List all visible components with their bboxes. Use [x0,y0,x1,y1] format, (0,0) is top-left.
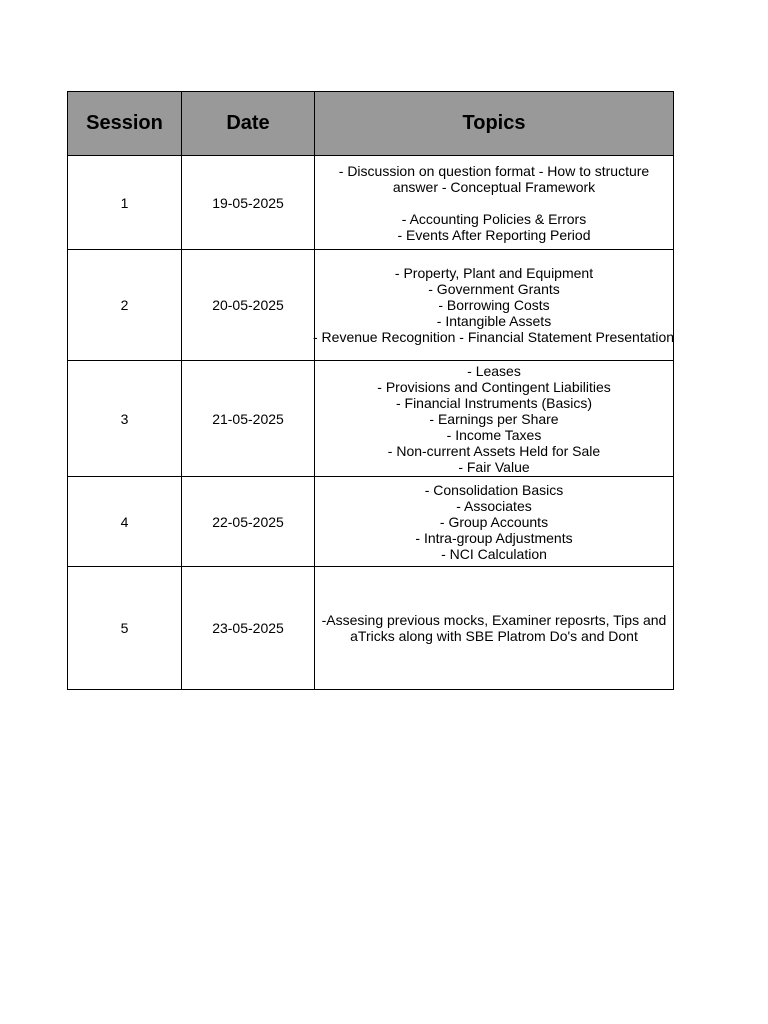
topic-item: - NCI Calculation [441,545,547,562]
session-date: 22-05-2025 [182,477,315,567]
session-date: 20-05-2025 [182,250,315,361]
topic-item: - Non-current Assets Held for Sale [387,442,601,459]
topic-item: - Earnings per Share [429,410,559,427]
session-number: 5 [68,567,182,690]
topic-item: - Discussion on question format - How to structure answer - Conceptual Framework [338,162,650,195]
topic-item: - Events After Reporting Period [397,226,591,243]
topic-item: - Intangible Assets [436,313,552,329]
session-topics [315,156,674,250]
topic-item: - Fair Value [458,458,530,475]
session-date: 23-05-2025 [182,567,315,690]
table-row [68,361,674,477]
session-topics [315,250,674,361]
table-row [68,567,674,690]
topic-item: - Intra-group Adjustments [415,529,573,546]
table-row [68,156,674,250]
topic-item: - Accounting Policies & Errors [401,210,587,227]
session-number: 1 [68,156,182,250]
topic-item: - Provisions and Contingent Liabilities [377,378,611,395]
session-number: 3 [68,361,182,477]
session-topics [315,477,674,567]
table-row [68,250,674,361]
session-date: 21-05-2025 [182,361,315,477]
session-topics [315,361,674,477]
topic-item: - Property, Plant and Equipment [394,265,594,281]
topic-item: -Assesing previous mocks, Examiner reposrts, Tips and aTricks along with SBE Platrom Do's and Dont [321,612,667,644]
topic-item: - Group Accounts [439,513,549,530]
table-row [68,477,674,567]
header-session: Session [68,92,182,156]
topic-item: - Associates [456,497,532,514]
session-schedule-table [67,91,674,690]
topic-item: - Income Taxes [446,426,542,443]
session-number: 4 [68,477,182,567]
topic-spacer [333,195,655,211]
header-topics: Topics [315,92,674,156]
session-number: 2 [68,250,182,361]
table-header-row [68,92,674,156]
topic-item: - Revenue Recognition - Financial Statement Presentation [313,329,675,345]
topic-item: - Government Grants [428,281,560,297]
session-topics [315,567,674,690]
topic-item: - Consolidation Basics [424,481,564,498]
header-date: Date [182,92,315,156]
topic-item: - Leases [467,362,521,379]
topic-item: - Borrowing Costs [438,297,550,313]
session-date: 19-05-2025 [182,156,315,250]
topic-item: - Financial Instruments (Basics) [395,394,593,411]
